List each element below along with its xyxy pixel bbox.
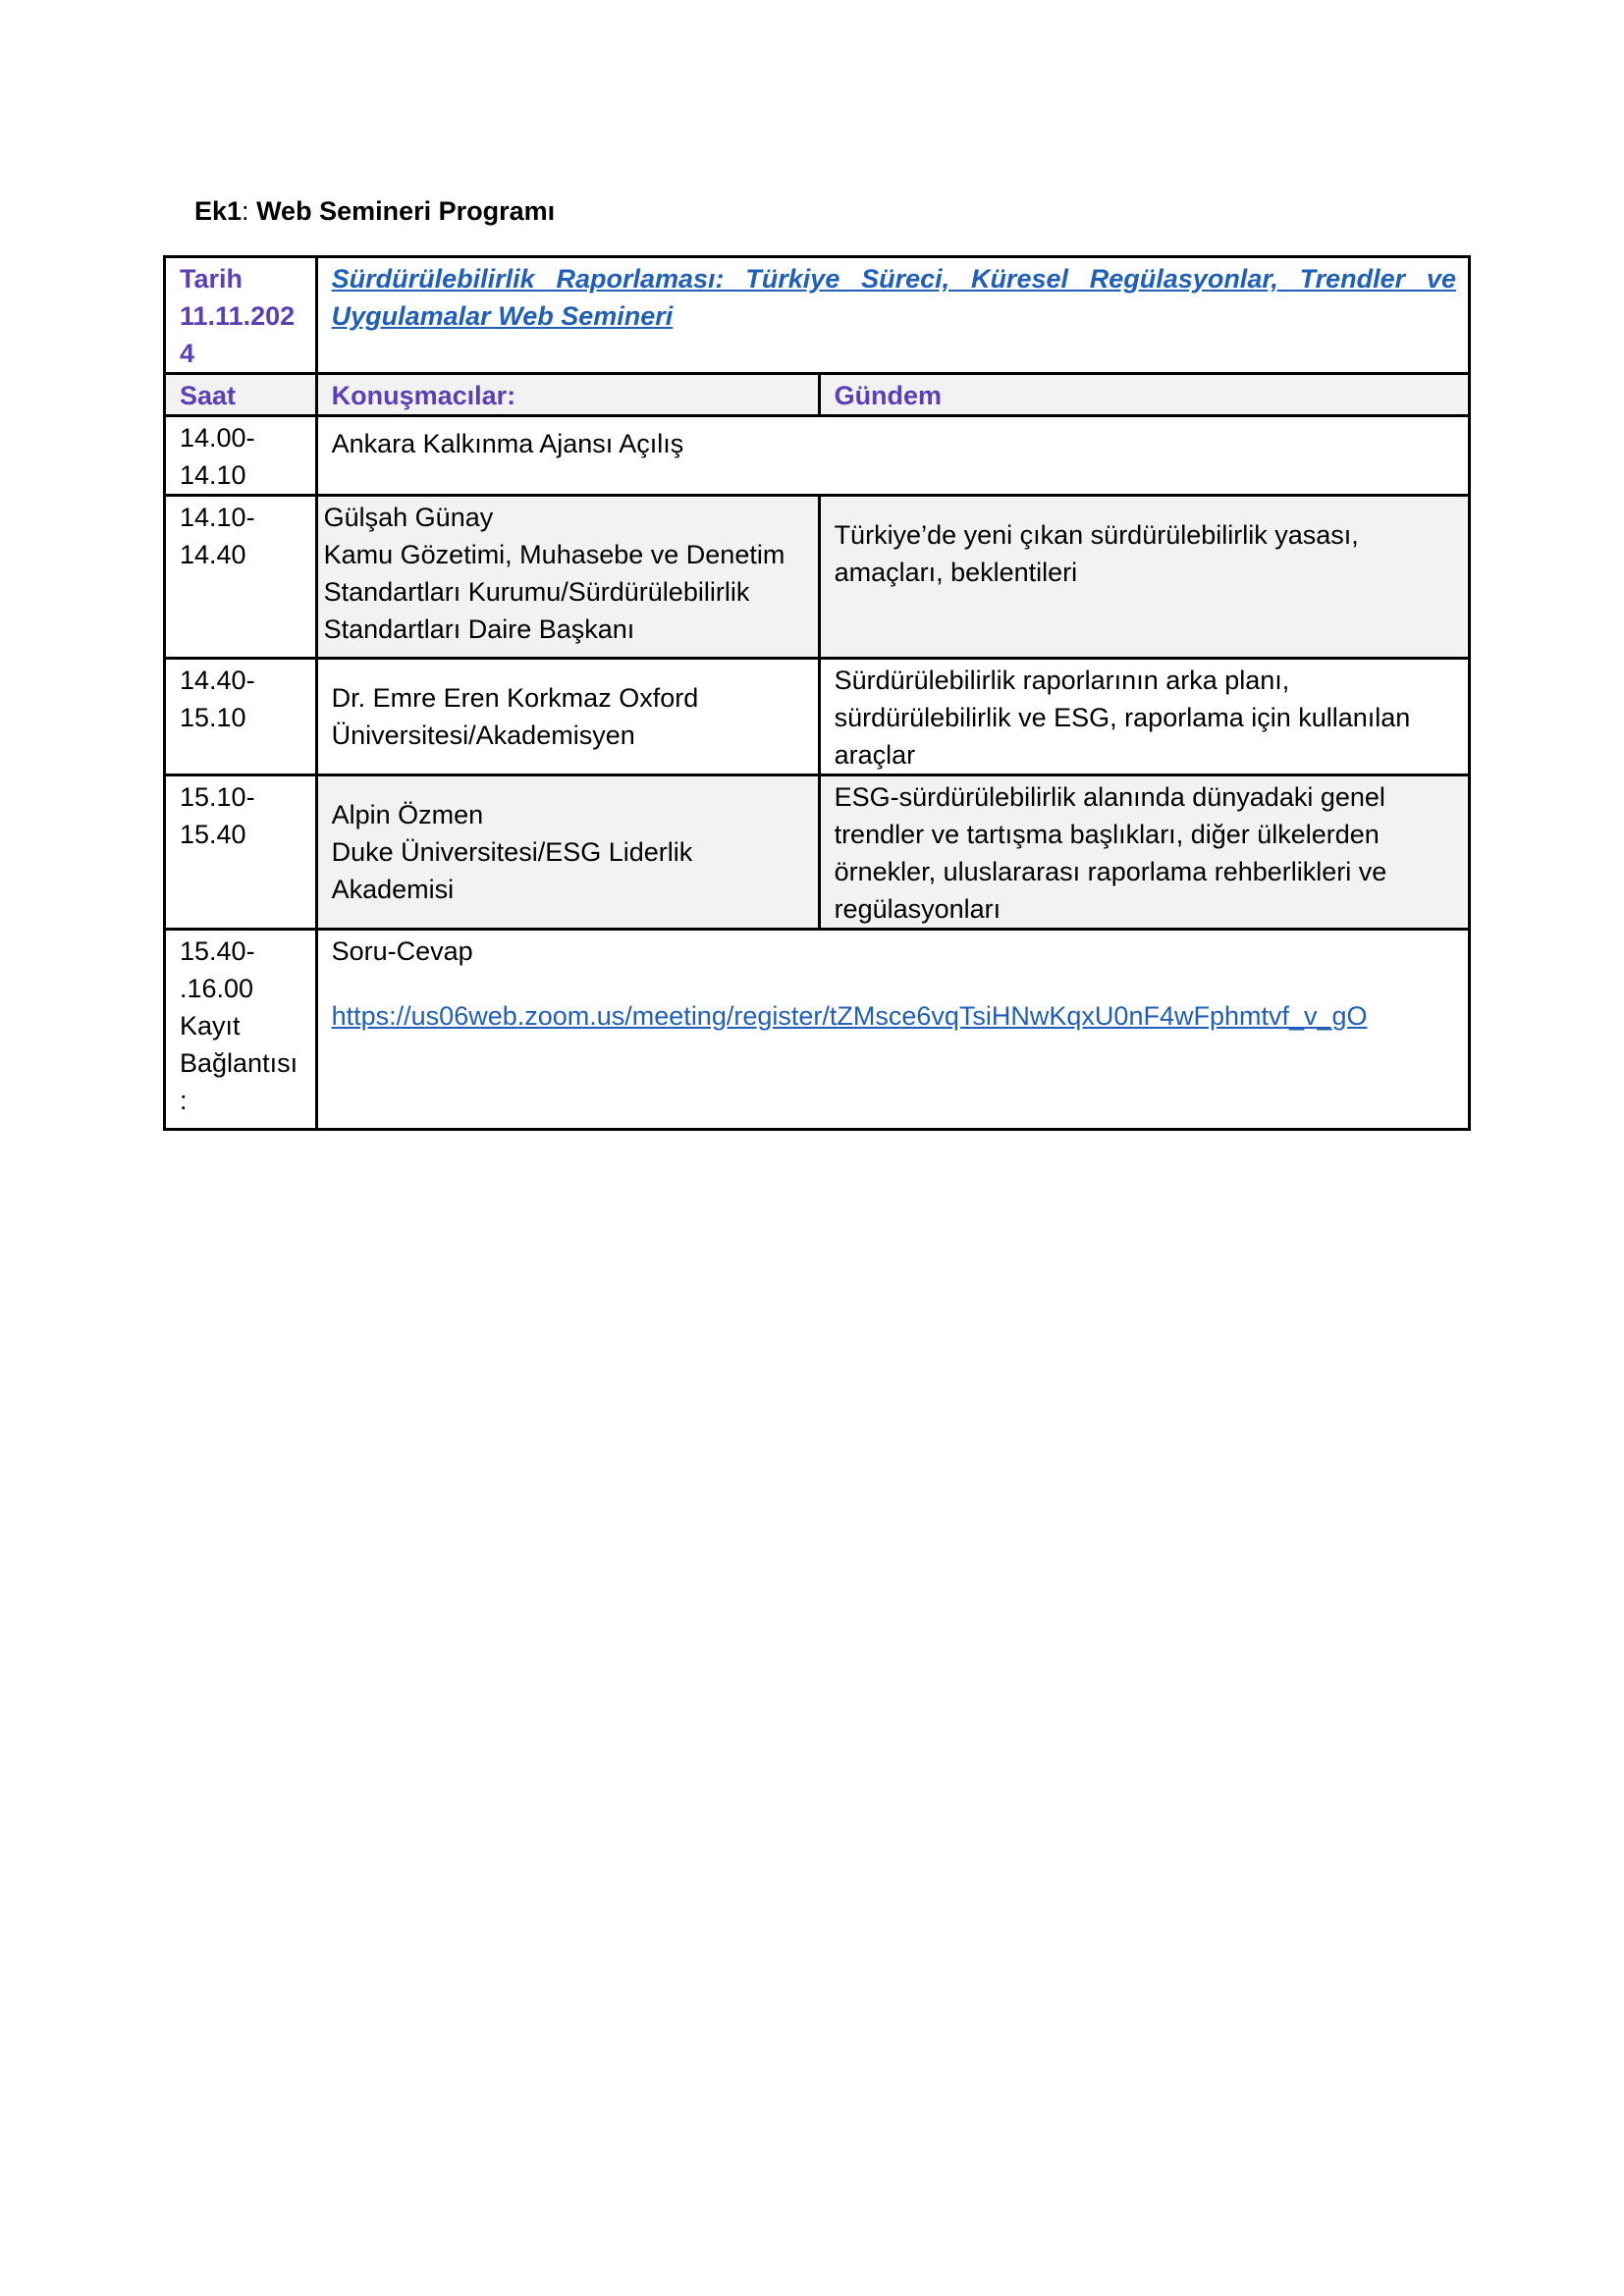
speaker-name: Gülşah Günay <box>323 503 494 532</box>
header-row <box>165 374 1470 416</box>
date-value: 11.11.2024 <box>180 301 296 368</box>
speaker-affiliation: Duke Üniversitesi/ESG Liderlik Akademisi <box>331 837 693 904</box>
table-row <box>165 930 1470 1130</box>
agenda-text: ESG-sürdürülebilirlik alanında dünyadaki genel trendler ve tartışma başlıkları, diğer ülkelerden örnekler, uluslararası raporlama rehberlikleri ve regülasyonları <box>834 782 1387 924</box>
time-start: 14.00- <box>180 423 255 453</box>
registration-label-2: Bağlantısı: <box>180 1048 298 1115</box>
speaker-cell <box>316 496 819 659</box>
time-end: 15.10 <box>180 703 246 732</box>
time-end: 15.40 <box>180 820 246 849</box>
agenda-text: Türkiye’de yeni çıkan sürdürülebilirlik yasası, amaçları, beklentileri <box>834 520 1359 587</box>
speaker-affiliation: Kamu Gözetimi, Muhasebe ve Denetim Standartları Kurumu/Sürdürülebilirlik Standartları Daire Başkanı <box>323 540 785 644</box>
speaker-text: Dr. Emre Eren Korkmaz Oxford Üniversitesi/Akademisyen <box>331 683 699 750</box>
col-header-time: Saat <box>165 374 317 416</box>
time-end: 14.10 <box>180 460 246 490</box>
time-cell <box>165 775 317 930</box>
time-cell <box>165 496 317 659</box>
col-header-agenda: Gündem <box>819 374 1469 416</box>
time-start: 15.10- <box>180 782 255 812</box>
qa-cell <box>316 930 1469 1130</box>
agenda-text: Sürdürülebilirlik raporlarının arka planı, sürdürülebilirlik ve ESG, raporlama için kullanılan araçlar <box>834 666 1411 770</box>
heading-separator: : <box>242 196 257 226</box>
speaker-cell <box>316 775 819 930</box>
time-start: 14.40- <box>180 666 255 695</box>
table-row <box>165 775 1470 930</box>
table-row <box>165 659 1470 775</box>
heading-prefix: Ek1 <box>194 196 243 226</box>
time-end: .16.00 <box>180 974 254 1003</box>
speaker-name: Alpin Özmen <box>331 800 484 829</box>
agenda-cell <box>819 775 1469 930</box>
program-table <box>163 255 1471 1131</box>
event-title-cell <box>316 257 1469 374</box>
col-header-speakers: Konuşmacılar: <box>316 374 819 416</box>
registration-label-1: Kayıt <box>180 1011 241 1041</box>
date-cell <box>165 257 317 374</box>
time-start: 15.40- <box>180 936 255 966</box>
table-row <box>165 416 1470 496</box>
time-cell <box>165 930 317 1130</box>
heading-text: Web Semineri Programı <box>256 196 556 226</box>
time-end: 14.40 <box>180 540 246 569</box>
time-cell <box>165 416 317 496</box>
speaker-cell <box>316 659 819 775</box>
registration-link[interactable]: https://us06web.zoom.us/meeting/register/tZMsce6vqTsiHNwKqxU0nF4wFphmtvf_v_gO <box>331 1001 1368 1031</box>
time-start: 14.10- <box>180 503 255 532</box>
page-heading <box>194 196 555 227</box>
opening-text: Ankara Kalkınma Ajansı Açılış <box>331 429 684 458</box>
event-title-link[interactable]: Sürdürülebilirlik Raporlaması: Türkiye Süreci, Küresel Regülasyonlar, Trendler ve Uygulamalar Web Semineri <box>331 264 1456 331</box>
table-row <box>165 496 1470 659</box>
qa-text: Soru-Cevap <box>331 936 473 966</box>
agenda-cell <box>819 659 1469 775</box>
date-row <box>165 257 1470 374</box>
time-cell <box>165 659 317 775</box>
date-label: Tarih <box>180 264 244 294</box>
agenda-cell <box>819 496 1469 659</box>
opening-cell <box>316 416 1469 496</box>
